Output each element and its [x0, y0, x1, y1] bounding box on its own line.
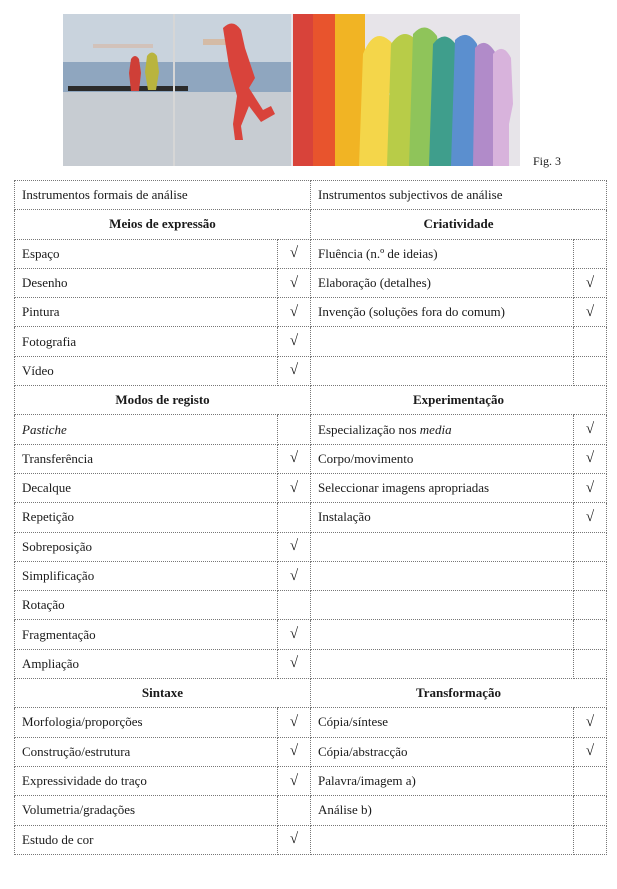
left-check-mark: √ [278, 620, 311, 649]
left-item: Pintura [15, 298, 278, 327]
table-row [15, 796, 607, 825]
left-item: Ampliação [15, 649, 278, 678]
right-check-mark: √ [574, 268, 607, 297]
right-check-mark [574, 532, 607, 561]
table-row [15, 620, 607, 649]
right-item: Elaboração (detalhes) [311, 268, 574, 297]
left-item: Expressividade do traço [15, 766, 278, 795]
left-check-mark: √ [278, 708, 311, 737]
right-check-mark: √ [574, 298, 607, 327]
left-item: Estudo de cor [15, 825, 278, 854]
section-title-right: Criatividade [311, 210, 607, 239]
right-item [311, 415, 574, 444]
table-row [15, 561, 607, 590]
left-check-mark: √ [278, 356, 311, 385]
figure-caption: Fig. 3 [533, 154, 562, 168]
left-item: Fragmentação [15, 620, 278, 649]
right-check-mark [574, 825, 607, 854]
right-item [311, 825, 574, 854]
right-item: Corpo/movimento [311, 444, 574, 473]
right-item: Invenção (soluções fora do comum) [311, 298, 574, 327]
left-item: Repetição [15, 503, 278, 532]
right-check-mark: √ [574, 415, 607, 444]
table-header-row [15, 181, 607, 210]
right-check-mark [574, 327, 607, 356]
table-row [15, 708, 607, 737]
left-check-mark: √ [278, 298, 311, 327]
right-check-mark: √ [574, 503, 607, 532]
left-item: Espaço [15, 239, 278, 268]
table-row [15, 298, 607, 327]
left-item: Simplificação [15, 561, 278, 590]
right-check-mark: √ [574, 473, 607, 502]
right-item: Palavra/imagem a) [311, 766, 574, 795]
left-check-mark: √ [278, 649, 311, 678]
left-check-mark: √ [278, 444, 311, 473]
table-row [15, 737, 607, 766]
right-check-mark [574, 796, 607, 825]
left-item: Rotação [15, 591, 278, 620]
right-item: Seleccionar imagens apropriadas [311, 473, 574, 502]
analysis-table [14, 180, 607, 855]
section-title-row [15, 210, 607, 239]
left-check-mark: √ [278, 561, 311, 590]
table-row [15, 444, 607, 473]
right-item: Fluência (n.º de ideias) [311, 239, 574, 268]
section-title-right: Experimentação [311, 386, 607, 415]
right-item-emphasis: media [419, 421, 452, 437]
section-title-row [15, 679, 607, 708]
right-check-mark [574, 239, 607, 268]
section-title-row [15, 386, 607, 415]
left-item: Construção/estrutura [15, 737, 278, 766]
right-check-mark [574, 766, 607, 795]
right-item: Instalação [311, 503, 574, 532]
right-item-text: Especialização nos [318, 421, 420, 437]
right-item [311, 561, 574, 590]
right-check-mark [574, 561, 607, 590]
table-row [15, 268, 607, 297]
right-item [311, 620, 574, 649]
left-column-header: Instrumentos formais de análise [15, 181, 311, 210]
table-row [15, 591, 607, 620]
artwork-illustration [63, 14, 520, 166]
left-item: Fotografia [15, 327, 278, 356]
table-row [15, 503, 607, 532]
right-check-mark: √ [574, 444, 607, 473]
left-check-mark: √ [278, 825, 311, 854]
table-row [15, 356, 607, 385]
right-check-mark [574, 591, 607, 620]
right-check-mark [574, 649, 607, 678]
right-check-mark: √ [574, 708, 607, 737]
table-row [15, 415, 607, 444]
table-row [15, 532, 607, 561]
right-item [311, 532, 574, 561]
section-title-right: Transformação [311, 679, 607, 708]
right-item: Cópia/síntese [311, 708, 574, 737]
left-check-mark: √ [278, 532, 311, 561]
table-row [15, 239, 607, 268]
right-item [311, 356, 574, 385]
table-row [15, 327, 607, 356]
left-item: Transferência [15, 444, 278, 473]
left-item: Morfologia/proporções [15, 708, 278, 737]
section-title-left: Sintaxe [15, 679, 311, 708]
left-check-mark: √ [278, 766, 311, 795]
right-item [311, 649, 574, 678]
left-item: Vídeo [15, 356, 278, 385]
left-item: Desenho [15, 268, 278, 297]
right-item: Cópia/abstracção [311, 737, 574, 766]
left-check-mark [278, 415, 311, 444]
table-row [15, 473, 607, 502]
table-row [15, 766, 607, 795]
left-check-mark [278, 591, 311, 620]
right-item [311, 327, 574, 356]
right-check-mark [574, 356, 607, 385]
right-check-mark [574, 620, 607, 649]
table-row [15, 825, 607, 854]
left-check-mark [278, 503, 311, 532]
right-column-header: Instrumentos subjectivos de análise [311, 181, 607, 210]
left-check-mark [278, 796, 311, 825]
right-check-mark: √ [574, 737, 607, 766]
section-title-left: Meios de expressão [15, 210, 311, 239]
right-item: Análise b) [311, 796, 574, 825]
left-check-mark: √ [278, 239, 311, 268]
left-check-mark: √ [278, 268, 311, 297]
left-item: Decalque [15, 473, 278, 502]
right-item [311, 591, 574, 620]
left-check-mark: √ [278, 737, 311, 766]
left-item: Sobreposição [15, 532, 278, 561]
table-row [15, 649, 607, 678]
left-check-mark: √ [278, 473, 311, 502]
artwork-figure [63, 14, 520, 166]
left-item: Pastiche [15, 415, 278, 444]
left-item: Volumetria/gradações [15, 796, 278, 825]
section-title-left: Modos de registo [15, 386, 311, 415]
left-check-mark: √ [278, 327, 311, 356]
